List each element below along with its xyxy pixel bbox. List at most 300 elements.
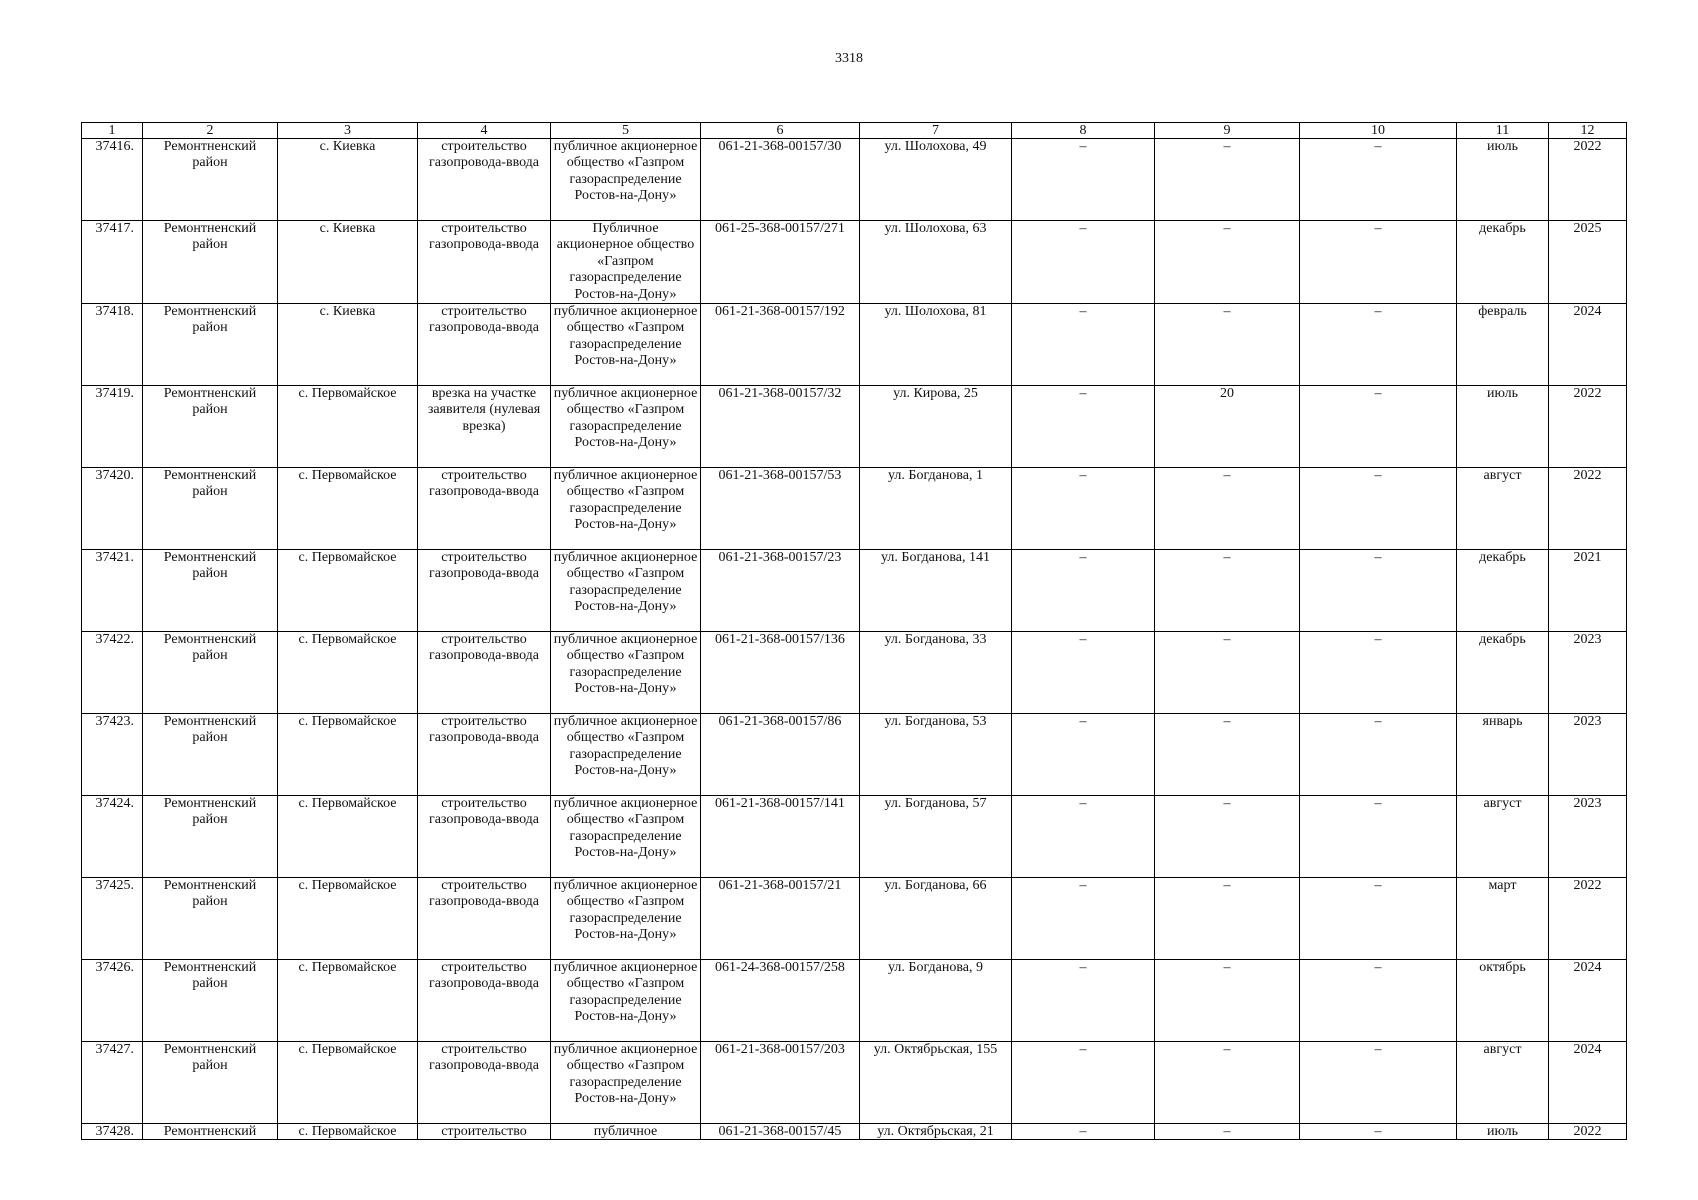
col8-cell-text: – — [1079, 468, 1087, 484]
year-cell-text: 2022 — [1573, 468, 1602, 484]
settlement-cell — [278, 1042, 418, 1124]
col9-cell-text: – — [1223, 468, 1231, 484]
row-number-cell — [82, 221, 143, 304]
month-cell-text: июль — [1487, 1124, 1518, 1140]
table-row — [82, 468, 1627, 550]
row-number-cell-text: 37423. — [95, 714, 134, 730]
year-cell-text: 2022 — [1573, 386, 1602, 402]
work-type-cell-text: строительство газопровода-ввода — [428, 878, 540, 910]
table-row — [82, 714, 1627, 796]
district-cell — [143, 139, 278, 221]
organization-cell-text: публичное — [593, 1124, 658, 1140]
row-number-cell — [82, 796, 143, 878]
district-cell-text: Ремонтненский район — [163, 221, 257, 253]
col9-cell-text: – — [1223, 632, 1231, 648]
settlement-cell-text: с. Первомайское — [298, 714, 397, 730]
col8-cell-text: – — [1079, 139, 1087, 154]
row-number-cell — [82, 468, 143, 550]
row-number-cell — [82, 304, 143, 386]
column-header: 3 — [278, 123, 418, 139]
month-cell — [1457, 878, 1549, 960]
organization-cell — [551, 1124, 701, 1140]
column-header: 9 — [1155, 123, 1300, 139]
col8-cell — [1012, 1042, 1155, 1124]
settlement-cell-text: с. Первомайское — [298, 1042, 397, 1058]
row-number-cell-text: 37425. — [95, 878, 134, 894]
address-cell-text: ул. Богданова, 66 — [884, 878, 987, 894]
col9-cell — [1155, 878, 1300, 960]
work-type-cell — [418, 304, 551, 386]
row-number-cell-text: 37426. — [95, 960, 134, 976]
table-row — [82, 1042, 1627, 1124]
column-header: 1 — [82, 123, 143, 139]
year-cell-text: 2023 — [1573, 714, 1602, 730]
work-type-cell — [418, 139, 551, 221]
work-type-cell — [418, 386, 551, 468]
settlement-cell — [278, 796, 418, 878]
organization-cell-text: публичное акционерное общество «Газпром газораспределение Ростов-на-Дону» — [553, 960, 698, 1025]
col10-cell-text: – — [1374, 1124, 1382, 1140]
code-cell — [701, 1124, 860, 1140]
year-cell — [1549, 1042, 1627, 1124]
month-cell-text: июль — [1487, 386, 1518, 402]
col9-cell — [1155, 386, 1300, 468]
row-number-cell — [82, 386, 143, 468]
work-type-cell-text: строительство газопровода-ввода — [428, 550, 540, 582]
row-number-cell-text: 37428. — [95, 1124, 134, 1140]
district-cell-text: Ремонтненский район — [163, 304, 257, 336]
year-cell-text: 2022 — [1573, 139, 1602, 154]
work-type-cell-text: строительство газопровода-ввода — [428, 796, 540, 828]
organization-cell — [551, 878, 701, 960]
table-row — [82, 221, 1627, 304]
district-cell-text: Ремонтненский район — [163, 139, 257, 171]
col9-cell-text: – — [1223, 139, 1231, 154]
year-cell — [1549, 304, 1627, 386]
month-cell-text: август — [1483, 1042, 1522, 1058]
row-number-cell — [82, 714, 143, 796]
col8-cell-text: – — [1079, 960, 1087, 976]
organization-cell — [551, 386, 701, 468]
district-cell-text: Ремонтненский район — [163, 960, 257, 992]
address-cell-text: ул. Богданова, 141 — [881, 550, 990, 566]
code-cell — [701, 550, 860, 632]
code-cell-text: 061-24-368-00157/258 — [715, 960, 845, 976]
table-row — [82, 304, 1627, 386]
col8-cell-text: – — [1079, 878, 1087, 894]
work-type-cell — [418, 1124, 551, 1140]
work-type-cell — [418, 632, 551, 714]
settlement-cell — [278, 1124, 418, 1140]
settlement-cell-text: с. Первомайское — [298, 550, 397, 566]
year-cell-text: 2024 — [1573, 304, 1602, 320]
code-cell — [701, 714, 860, 796]
code-cell — [701, 960, 860, 1042]
district-cell-text: Ремонтненский — [163, 1124, 257, 1140]
work-type-cell-text: врезка на участке заявителя (нулевая врезка) — [427, 386, 541, 434]
col8-cell-text: – — [1079, 1042, 1087, 1058]
address-cell-text: ул. Богданова, 1 — [888, 468, 983, 484]
code-cell-text: 061-21-368-00157/192 — [715, 304, 845, 320]
address-cell-text: ул. Богданова, 33 — [884, 632, 987, 648]
work-type-cell — [418, 714, 551, 796]
code-cell-text: 061-21-368-00157/53 — [718, 468, 842, 484]
row-number-cell-text: 37420. — [95, 468, 134, 484]
row-number-cell — [82, 960, 143, 1042]
col10-cell — [1300, 550, 1457, 632]
col8-cell-text: – — [1079, 304, 1087, 320]
month-cell-text: декабрь — [1479, 221, 1526, 236]
organization-cell — [551, 1042, 701, 1124]
settlement-cell-text: с. Первомайское — [298, 468, 397, 484]
address-cell — [860, 714, 1012, 796]
month-cell — [1457, 960, 1549, 1042]
organization-cell-text: публичное акционерное общество «Газпром газораспределение Ростов-на-Дону» — [553, 386, 698, 451]
row-number-cell — [82, 139, 143, 221]
row-number-cell — [82, 1124, 143, 1140]
col10-cell — [1300, 304, 1457, 386]
work-type-cell-text: строительство — [441, 1124, 527, 1140]
table-row — [82, 139, 1627, 221]
code-cell — [701, 796, 860, 878]
settlement-cell — [278, 468, 418, 550]
year-cell — [1549, 714, 1627, 796]
organization-cell-text: публичное акционерное общество «Газпром газораспределение Ростов-на-Дону» — [553, 1042, 698, 1107]
organization-cell — [551, 632, 701, 714]
address-cell — [860, 386, 1012, 468]
col9-cell-text: – — [1223, 304, 1231, 320]
code-cell — [701, 221, 860, 304]
row-number-cell — [82, 878, 143, 960]
settlement-cell-text: с. Первомайское — [298, 960, 397, 976]
month-cell-text: март — [1488, 878, 1517, 894]
address-cell-text: ул. Богданова, 57 — [884, 796, 987, 812]
col9-cell-text: – — [1223, 550, 1231, 566]
col10-cell-text: – — [1374, 221, 1382, 236]
col9-cell-text: – — [1223, 221, 1231, 236]
month-cell — [1457, 796, 1549, 878]
settlement-cell-text: с. Киевка — [319, 304, 376, 320]
table-row — [82, 878, 1627, 960]
col10-cell — [1300, 796, 1457, 878]
month-cell-text: август — [1483, 468, 1522, 484]
col8-cell-text: – — [1079, 386, 1087, 402]
column-header: 11 — [1457, 123, 1549, 139]
organization-cell-text: публичное акционерное общество «Газпром газораспределение Ростов-на-Дону» — [553, 304, 698, 369]
year-cell-text: 2024 — [1573, 1042, 1602, 1058]
row-number-cell — [82, 1042, 143, 1124]
col9-cell — [1155, 468, 1300, 550]
column-header: 10 — [1300, 123, 1457, 139]
address-cell — [860, 1124, 1012, 1140]
col10-cell-text: – — [1374, 878, 1382, 894]
month-cell-text: декабрь — [1479, 550, 1526, 566]
organization-cell — [551, 304, 701, 386]
col8-cell — [1012, 632, 1155, 714]
settlement-cell — [278, 221, 418, 304]
row-number-cell-text: 37418. — [95, 304, 134, 320]
col8-cell-text: – — [1079, 796, 1087, 812]
col8-cell-text: – — [1079, 714, 1087, 730]
col9-cell-text: 20 — [1220, 386, 1234, 402]
work-type-cell — [418, 796, 551, 878]
col10-cell — [1300, 468, 1457, 550]
table-row — [82, 960, 1627, 1042]
month-cell-text: август — [1483, 796, 1522, 812]
column-header: 8 — [1012, 123, 1155, 139]
year-cell-text: 2022 — [1573, 878, 1602, 894]
year-cell — [1549, 139, 1627, 221]
col8-cell — [1012, 139, 1155, 221]
year-cell-text: 2023 — [1573, 796, 1602, 812]
code-cell — [701, 386, 860, 468]
address-cell — [860, 304, 1012, 386]
year-cell — [1549, 550, 1627, 632]
organization-cell — [551, 139, 701, 221]
month-cell — [1457, 632, 1549, 714]
organization-cell — [551, 221, 701, 304]
year-cell-text: 2021 — [1573, 550, 1602, 566]
settlement-cell-text: с. Первомайское — [298, 632, 397, 648]
data-table — [81, 122, 1627, 1140]
col10-cell — [1300, 714, 1457, 796]
settlement-cell — [278, 304, 418, 386]
address-cell-text: ул. Кирова, 25 — [893, 386, 978, 402]
year-cell-text: 2023 — [1573, 632, 1602, 648]
code-cell — [701, 139, 860, 221]
col9-cell — [1155, 304, 1300, 386]
work-type-cell — [418, 221, 551, 304]
address-cell-text: ул. Октябрьская, 21 — [877, 1124, 994, 1140]
col10-cell-text: – — [1374, 960, 1382, 976]
table-row — [82, 550, 1627, 632]
code-cell — [701, 468, 860, 550]
district-cell-text: Ремонтненский район — [163, 1042, 257, 1074]
settlement-cell-text: с. Киевка — [319, 221, 376, 236]
settlement-cell — [278, 714, 418, 796]
district-cell-text: Ремонтненский район — [163, 714, 257, 746]
month-cell — [1457, 1124, 1549, 1140]
organization-cell-text: публичное акционерное общество «Газпром газораспределение Ростов-на-Дону» — [553, 139, 698, 204]
month-cell-text: февраль — [1478, 304, 1527, 320]
col10-cell — [1300, 878, 1457, 960]
row-number-cell-text: 37424. — [95, 796, 134, 812]
col9-cell — [1155, 960, 1300, 1042]
col9-cell — [1155, 139, 1300, 221]
table-row — [82, 386, 1627, 468]
col9-cell — [1155, 632, 1300, 714]
district-cell — [143, 550, 278, 632]
year-cell — [1549, 878, 1627, 960]
col9-cell-text: – — [1223, 714, 1231, 730]
month-cell — [1457, 468, 1549, 550]
col8-cell — [1012, 304, 1155, 386]
settlement-cell-text: с. Первомайское — [298, 1124, 397, 1140]
col8-cell — [1012, 221, 1155, 304]
work-type-cell — [418, 878, 551, 960]
year-cell — [1549, 386, 1627, 468]
work-type-cell — [418, 1042, 551, 1124]
col10-cell-text: – — [1374, 632, 1382, 648]
column-header: 5 — [551, 123, 701, 139]
district-cell-text: Ремонтненский район — [163, 468, 257, 500]
code-cell — [701, 632, 860, 714]
month-cell — [1457, 386, 1549, 468]
col8-cell — [1012, 386, 1155, 468]
district-cell — [143, 714, 278, 796]
district-cell — [143, 960, 278, 1042]
col10-cell-text: – — [1374, 796, 1382, 812]
district-cell — [143, 304, 278, 386]
organization-cell-text: публичное акционерное общество «Газпром газораспределение Ростов-на-Дону» — [553, 632, 698, 697]
table-row — [82, 1124, 1627, 1140]
row-number-cell — [82, 632, 143, 714]
column-header: 4 — [418, 123, 551, 139]
code-cell-text: 061-21-368-00157/45 — [718, 1124, 842, 1140]
col10-cell — [1300, 632, 1457, 714]
year-cell — [1549, 960, 1627, 1042]
district-cell-text: Ремонтненский район — [163, 550, 257, 582]
row-number-cell-text: 37417. — [95, 221, 134, 236]
address-cell — [860, 468, 1012, 550]
month-cell-text: июль — [1487, 139, 1518, 154]
col10-cell-text: – — [1374, 139, 1382, 154]
col8-cell — [1012, 468, 1155, 550]
settlement-cell — [278, 878, 418, 960]
code-cell-text: 061-21-368-00157/21 — [718, 878, 842, 894]
code-cell-text: 061-21-368-00157/23 — [718, 550, 842, 566]
work-type-cell — [418, 550, 551, 632]
address-cell — [860, 1042, 1012, 1124]
settlement-cell-text: с. Киевка — [319, 139, 376, 154]
district-cell — [143, 221, 278, 304]
code-cell-text: 061-21-368-00157/136 — [715, 632, 845, 648]
month-cell — [1457, 304, 1549, 386]
address-cell — [860, 632, 1012, 714]
work-type-cell-text: строительство газопровода-ввода — [428, 632, 540, 664]
year-cell-text: 2025 — [1573, 221, 1602, 236]
organization-cell-text: публичное акционерное общество «Газпром газораспределение Ростов-на-Дону» — [553, 468, 698, 533]
code-cell — [701, 304, 860, 386]
organization-cell-text: публичное акционерное общество «Газпром газораспределение Ростов-на-Дону» — [553, 550, 698, 615]
address-cell — [860, 221, 1012, 304]
address-cell-text: ул. Шолохова, 63 — [884, 221, 987, 236]
settlement-cell — [278, 550, 418, 632]
col8-cell-text: – — [1079, 632, 1087, 648]
district-cell — [143, 878, 278, 960]
col9-cell — [1155, 221, 1300, 304]
col9-cell — [1155, 550, 1300, 632]
address-cell-text: ул. Октябрьская, 155 — [873, 1042, 998, 1058]
address-cell — [860, 139, 1012, 221]
col10-cell — [1300, 221, 1457, 304]
year-cell — [1549, 1124, 1627, 1140]
settlement-cell — [278, 632, 418, 714]
district-cell-text: Ремонтненский район — [163, 796, 257, 828]
address-cell — [860, 796, 1012, 878]
col10-cell — [1300, 960, 1457, 1042]
col10-cell — [1300, 1124, 1457, 1140]
year-cell — [1549, 796, 1627, 878]
month-cell — [1457, 139, 1549, 221]
code-cell — [701, 878, 860, 960]
col10-cell-text: – — [1374, 714, 1382, 730]
month-cell-text: октябрь — [1479, 960, 1526, 976]
district-cell — [143, 468, 278, 550]
col9-cell-text: – — [1223, 1042, 1231, 1058]
column-header: 12 — [1549, 123, 1627, 139]
address-cell — [860, 878, 1012, 960]
row-number-cell-text: 37422. — [95, 632, 134, 648]
year-cell — [1549, 468, 1627, 550]
code-cell-text: 061-21-368-00157/203 — [715, 1042, 845, 1058]
col8-cell — [1012, 796, 1155, 878]
organization-cell-text: публичное акционерное общество «Газпром газораспределение Ростов-на-Дону» — [553, 796, 698, 861]
work-type-cell-text: строительство газопровода-ввода — [428, 221, 540, 253]
code-cell-text: 061-21-368-00157/86 — [718, 714, 842, 730]
year-cell — [1549, 632, 1627, 714]
col9-cell — [1155, 796, 1300, 878]
district-cell — [143, 386, 278, 468]
col10-cell — [1300, 139, 1457, 221]
address-cell-text: ул. Богданова, 9 — [888, 960, 983, 976]
col8-cell — [1012, 714, 1155, 796]
row-number-cell-text: 37421. — [95, 550, 134, 566]
year-cell — [1549, 221, 1627, 304]
header-row — [82, 123, 1627, 139]
col8-cell — [1012, 550, 1155, 632]
col8-cell — [1012, 1124, 1155, 1140]
col9-cell — [1155, 714, 1300, 796]
column-header: 2 — [143, 123, 278, 139]
row-number-cell-text: 37419. — [95, 386, 134, 402]
month-cell-text: январь — [1482, 714, 1523, 730]
month-cell — [1457, 1042, 1549, 1124]
work-type-cell — [418, 960, 551, 1042]
settlement-cell — [278, 386, 418, 468]
organization-cell — [551, 468, 701, 550]
organization-cell — [551, 796, 701, 878]
address-cell-text: ул. Шолохова, 81 — [884, 304, 987, 320]
settlement-cell-text: с. Первомайское — [298, 796, 397, 812]
organization-cell-text: Публичное акционерное общество «Газпром газораспределение Ростов-на-Дону» — [556, 221, 695, 302]
work-type-cell-text: строительство газопровода-ввода — [428, 960, 540, 992]
code-cell-text: 061-21-368-00157/141 — [715, 796, 845, 812]
table-row — [82, 796, 1627, 878]
column-header: 7 — [860, 123, 1012, 139]
code-cell-text: 061-21-368-00157/32 — [718, 386, 842, 402]
column-header: 6 — [701, 123, 860, 139]
settlement-cell-text: с. Первомайское — [298, 878, 397, 894]
col8-cell-text: – — [1079, 550, 1087, 566]
table-row — [82, 632, 1627, 714]
year-cell-text: 2022 — [1573, 1124, 1602, 1140]
col8-cell — [1012, 960, 1155, 1042]
col9-cell-text: – — [1223, 878, 1231, 894]
table-body — [82, 139, 1627, 1140]
month-cell-text: декабрь — [1479, 632, 1526, 648]
work-type-cell-text: строительство газопровода-ввода — [428, 468, 540, 500]
col10-cell-text: – — [1374, 550, 1382, 566]
month-cell — [1457, 550, 1549, 632]
district-cell-text: Ремонтненский район — [163, 386, 257, 418]
col10-cell — [1300, 386, 1457, 468]
year-cell-text: 2024 — [1573, 960, 1602, 976]
col8-cell — [1012, 878, 1155, 960]
district-cell-text: Ремонтненский район — [163, 878, 257, 910]
settlement-cell — [278, 960, 418, 1042]
address-cell — [860, 960, 1012, 1042]
